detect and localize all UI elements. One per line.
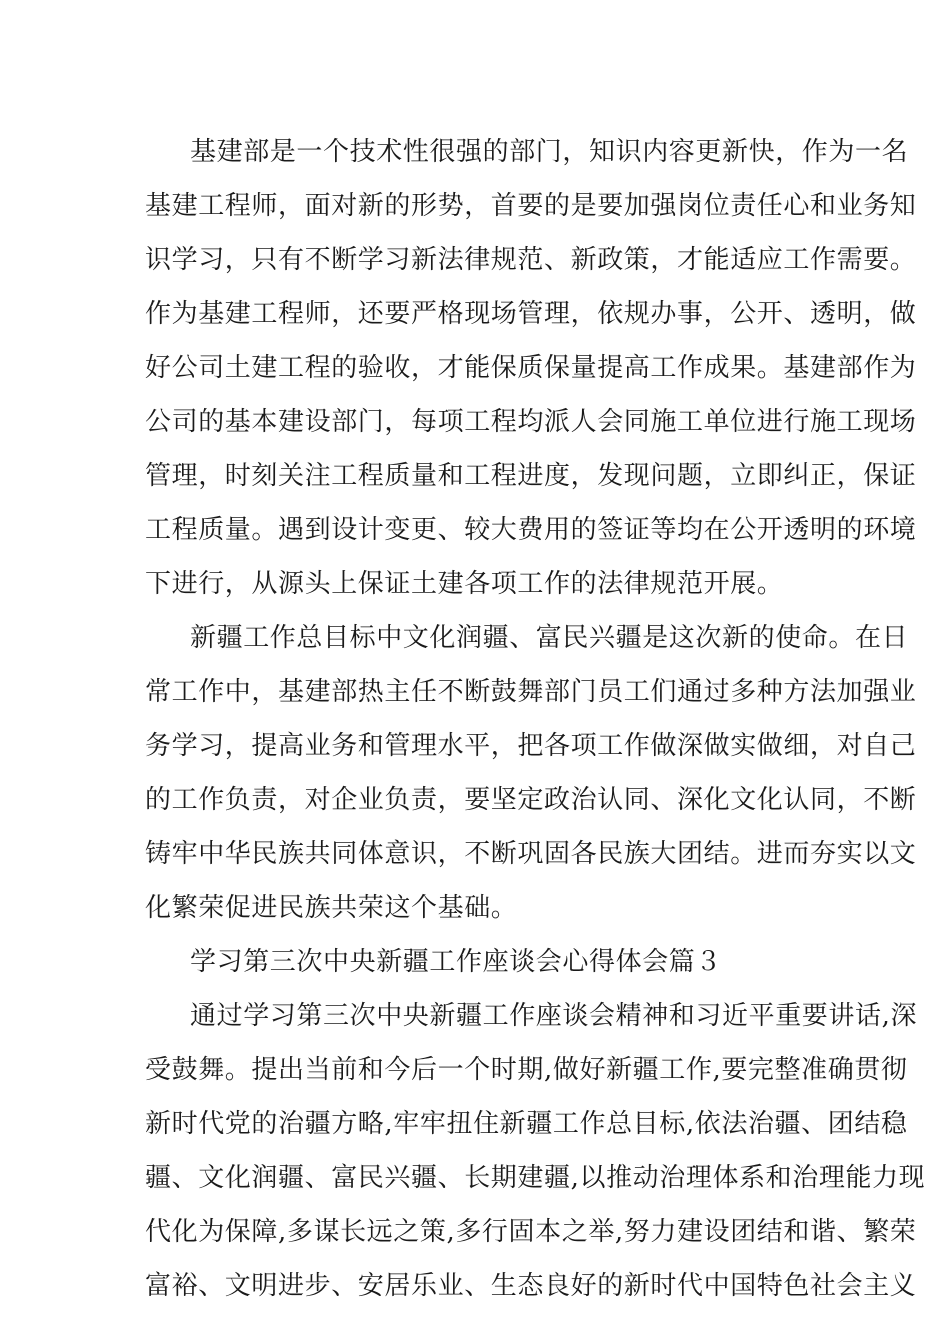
paragraph-2-line-6: 化繁荣促进民族共荣这个基础。	[145, 893, 518, 923]
paragraph-3-line-2: 受鼓舞。提出当前和今后一个时期,做好新疆工作,要完整准确贯彻	[145, 1055, 908, 1085]
paragraph-1-line-5: 好公司土建工程的验收，才能保质保量提高工作成果。基建部作为	[145, 353, 917, 383]
paragraph-3-line-6: 富裕、文明进步、安居乐业、生态良好的新时代中国特色社会主义	[145, 1271, 917, 1301]
section-heading: 学习第三次中央新疆工作座谈会心得体会篇３	[190, 947, 723, 977]
paragraph-3-line-3: 新时代党的治疆方略,牢牢扭住新疆工作总目标,依法治疆、团结稳	[145, 1109, 908, 1139]
paragraph-2-line-2: 常工作中，基建部热主任不断鼓舞部门员工们通过多种方法加强业	[145, 677, 917, 707]
paragraph-1-line-8: 工程质量。遇到设计变更、较大费用的签证等均在公开透明的环境	[145, 515, 917, 545]
paragraph-1-line-7: 管理，时刻关注工程质量和工程进度，发现问题，立即纠正，保证	[145, 461, 917, 491]
paragraph-1-line-1: 基建部是一个技术性很强的部门，知识内容更新快，作为一名	[190, 137, 909, 167]
paragraph-2-line-4: 的工作负责，对企业负责，要坚定政治认同、深化文化认同，不断	[145, 785, 917, 815]
paragraph-1-line-2: 基建工程师，面对新的形势，首要的是要加强岗位责任心和业务知	[145, 191, 917, 221]
paragraph-1-line-6: 公司的基本建设部门，每项工程均派人会同施工单位进行施工现场	[145, 407, 917, 437]
paragraph-1-line-4: 作为基建工程师，还要严格现场管理，依规办事，公开、透明，做	[145, 299, 917, 329]
paragraph-2-line-5: 铸牢中华民族共同体意识，不断巩固各民族大团结。进而夯实以文	[145, 839, 917, 869]
paragraph-3-line-1: 通过学习第三次中央新疆工作座谈会精神和习近平重要讲话,深	[190, 1001, 918, 1031]
paragraph-2-line-1: 新疆工作总目标中文化润疆、富民兴疆是这次新的使命。在日	[190, 623, 909, 653]
paragraph-1-line-3: 识学习，只有不断学习新法律规范、新政策，才能适应工作需要。	[145, 245, 917, 275]
paragraph-1-line-9: 下进行，从源头上保证土建各项工作的法律规范开展。	[145, 569, 784, 599]
paragraph-3-line-4: 疆、文化润疆、富民兴疆、长期建疆,以推动治理体系和治理能力现	[145, 1163, 926, 1193]
paragraph-2-line-3: 务学习，提高业务和管理水平，把各项工作做深做实做细，对自己	[145, 731, 917, 761]
paragraph-3-line-5: 代化为保障,多谋长远之策,多行固本之举,努力建设团结和谐、繁荣	[145, 1217, 917, 1247]
